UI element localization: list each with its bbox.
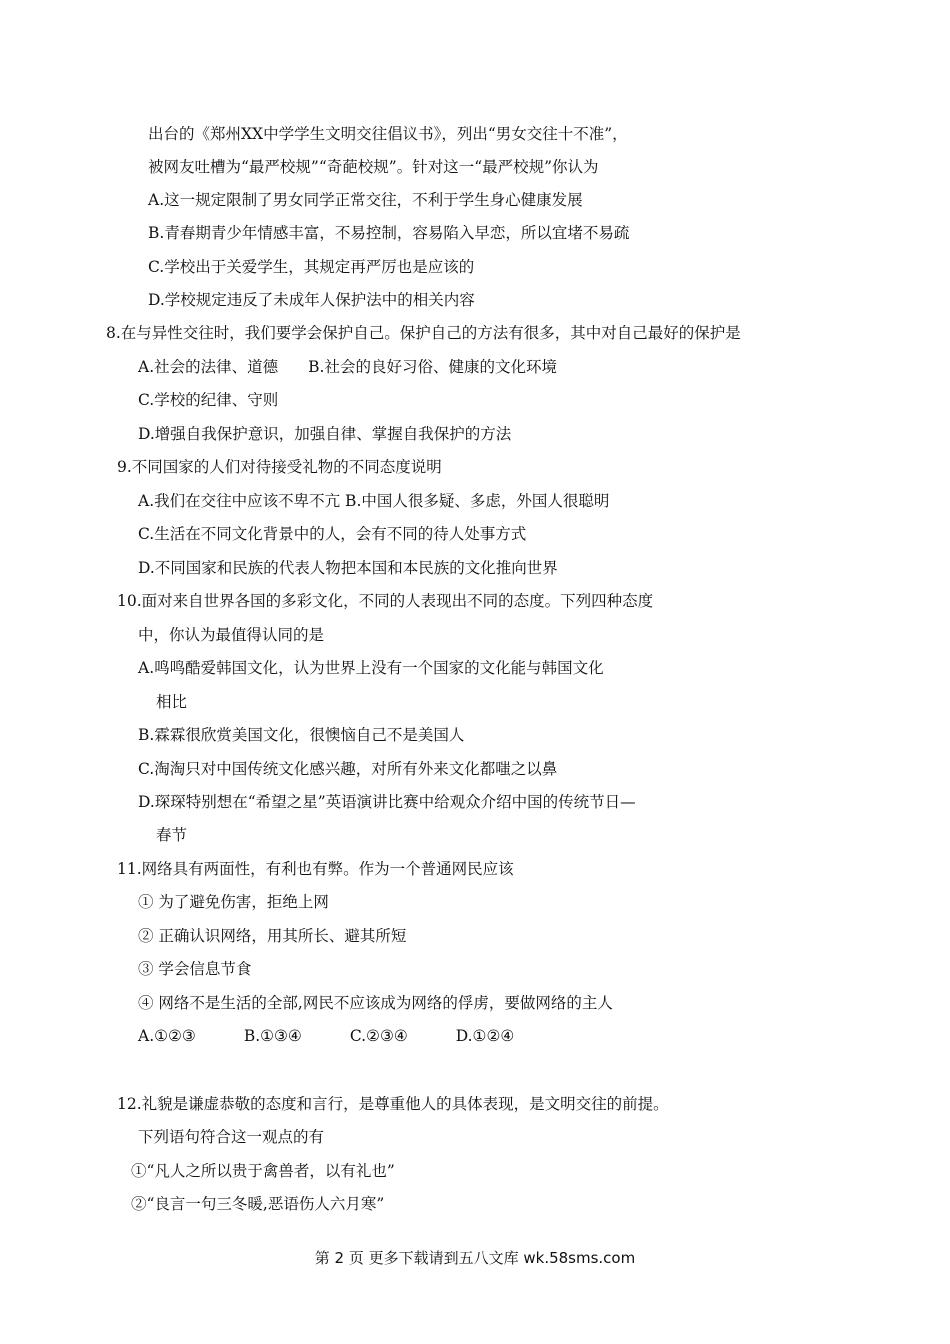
q11-item-1: ① 为了避免伤害，拒绝上网 — [138, 893, 329, 911]
q10-option-b: B.霖霖很欣赏美国文化，很懊恼自己不是美国人 — [138, 726, 465, 744]
q8-options-row — [138, 357, 557, 377]
q8-option-c: C.学校的纪律、守则 — [138, 391, 279, 409]
page-footer: 第 2 页 更多下载请到五八文库 wk.58sms.com — [314, 1249, 636, 1267]
q10-option-c: C.淘淘只对中国传统文化感兴趣，对所有外来文化都嗤之以鼻 — [138, 760, 558, 778]
q12-item-2: ②“良言一句三冬暖,恶语伤人六月寒” — [131, 1195, 385, 1213]
q10-option-d-line-2: 春节 — [156, 826, 188, 844]
q11-item-2: ② 正确认识网络，用其所长、避其所短 — [138, 927, 407, 945]
q7-option-d: D.学校规定违反了未成年人保护法中的相关内容 — [148, 291, 475, 309]
q9-option-d: D.不同国家和民族的代表人物把本国和本民族的文化推向世界 — [138, 559, 558, 577]
q10-option-a-line-2: 相比 — [156, 693, 188, 711]
q11-option-c: C.②③④ — [349, 1027, 408, 1045]
q7-option-b: B.青春期青少年情感丰富，不易控制，容易陷入早恋，所以宜堵不易疏 — [148, 224, 630, 242]
q8-option-b: B.社会的良好习俗、健康的文化环境 — [308, 358, 557, 376]
q11-option-b: B.①③④ — [243, 1027, 302, 1045]
q10-option-a-line-1: A.鸣鸣酷爱韩国文化，认为世界上没有一个国家的文化能与韩国文化 — [138, 659, 604, 677]
q11-option-d: D.①②④ — [455, 1027, 515, 1045]
q9-options-ab: A.我们在交往中应该不卑不亢 B.中国人很多疑、多虑，外国人很聪明 — [138, 492, 610, 510]
q10-option-d-line-1: D.琛琛特别想在“希望之星”英语演讲比赛中给观众介绍中国的传统节日— — [138, 793, 636, 811]
q12-stem-line-2: 下列语句符合这一观点的有 — [138, 1128, 325, 1146]
q8-option-a: A.社会的法律、道德 — [138, 358, 279, 376]
q8-stem: 8.在与异性交往时，我们要学会保护自己。保护自己的方法有很多，其中对自己最好的保护是 — [106, 324, 741, 342]
q10-stem-line-2: 中，你认为最值得认同的是 — [138, 626, 325, 644]
q9-stem: 9.不同国家的人们对待接受礼物的不同态度说明 — [117, 458, 442, 476]
q12-item-1: ①“凡人之所以贵于禽兽者，以有礼也” — [131, 1162, 395, 1180]
q11-stem: 11.网络具有两面性，有利也有弊。作为一个普通网民应该 — [117, 860, 514, 878]
q11-options-row — [138, 1026, 514, 1046]
q7-option-a: A.这一规定限制了男女同学正常交往，不利于学生身心健康发展 — [148, 191, 583, 209]
q11-item-3: ③ 学会信息节食 — [138, 960, 252, 978]
q7-stem-line-1: 出台的《郑州XX中学学生文明交往倡议书》，列出“男女交往十不准”， — [148, 125, 628, 143]
q10-stem-line-1: 10.面对来自世界各国的多彩文化，不同的人表现出不同的态度。下列四种态度 — [117, 592, 654, 610]
q11-item-4: ④ 网络不是生活的全部,网民不应该成为网络的俘虏，要做网络的主人 — [138, 994, 613, 1012]
q7-option-c: C.学校出于关爱学生，其规定再严厉也是应该的 — [148, 258, 475, 276]
q12-stem-line-1: 12.礼貌是谦虚恭敬的态度和言行，是尊重他人的具体表现，是文明交往的前提。 — [117, 1095, 669, 1113]
q11-option-a: A.①②③ — [138, 1027, 196, 1045]
q8-option-d: D.增强自我保护意识，加强自律、掌握自我保护的方法 — [138, 425, 512, 443]
q9-option-c: C.生活在不同文化背景中的人，会有不同的待人处事方式 — [138, 525, 527, 543]
q7-stem-line-2: 被网友吐槽为“最严校规”“奇葩校规”。针对这一“最严校规”你认为 — [148, 158, 599, 176]
